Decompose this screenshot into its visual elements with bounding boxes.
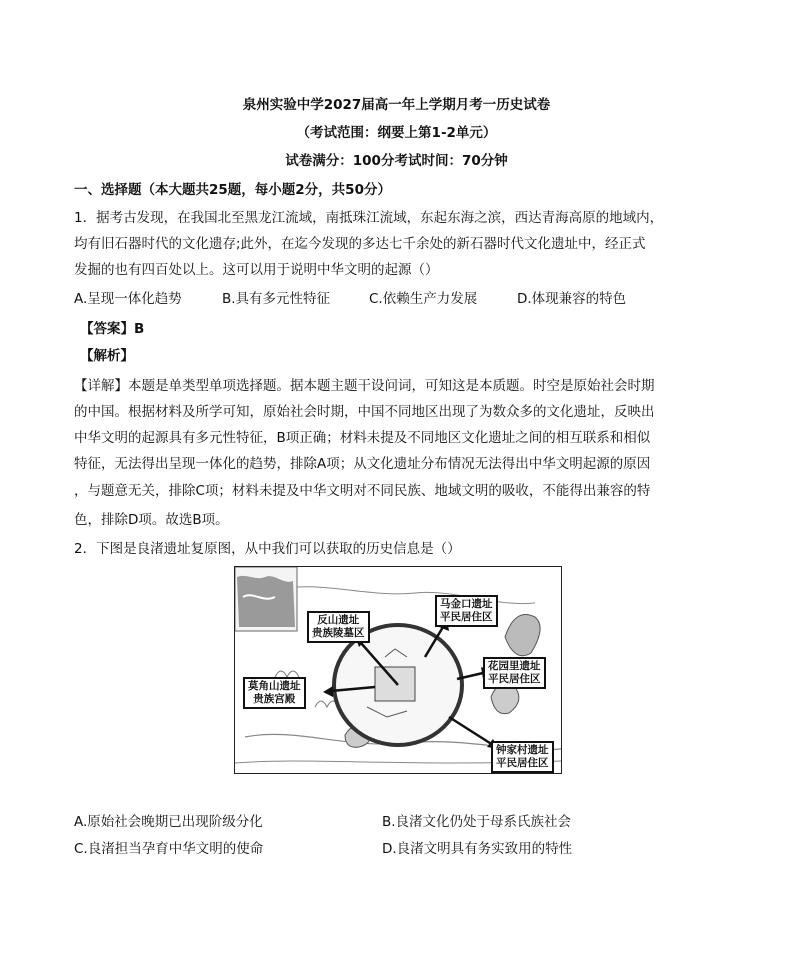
label-majinkou-name: 马金口遗址	[440, 598, 493, 610]
q1-option-b: B.具有多元性特征	[222, 291, 331, 307]
q1-detail-line-6: 色，排除D项。故选B项。	[74, 512, 229, 528]
exam-info: 试卷满分：100分考试时间：70分钟	[285, 153, 508, 169]
label-zhongjiacun-name: 钟家村遗址	[496, 744, 549, 756]
q1-detail-line-5: ，与题意无关，排除C项；材料未提及中华文明对不同民族、地域文明的吸收，不能得出兼容的特	[74, 483, 651, 499]
q1-detail-line-2: 的中国。根据材料及所学可知，原始社会时期，中国不同地区出现了为数众多的文化遗址，反映出	[74, 404, 655, 420]
label-huayuanli	[483, 657, 546, 689]
label-majinkou-type: 平民居住区	[440, 611, 493, 623]
label-mojiaoshan-type: 贵族宫殿	[253, 693, 296, 705]
q1-detail-line-4: 特征，无法得出呈现一体化的趋势，排除A项；从文化遗址分布情况无法得出中华文明起源的原因	[74, 456, 651, 472]
label-fanshan-type: 贵族陵墓区	[312, 627, 365, 639]
q1-analysis-label: 【解析】	[80, 348, 134, 364]
q1-option-a: A.呈现一体化趋势	[74, 291, 182, 307]
q2-option-d: D.良渚文明具有务实致用的特性	[382, 841, 573, 857]
q1-stem-line-3: 发掘的也有四百处以上。这可以用于说明中华文明的起源（）	[74, 262, 439, 278]
label-fanshan-name: 反山遗址	[317, 614, 360, 626]
q1-detail-line-1: 【详解】本题是单类型单项选择题。据本题主题干设问词，可知这是本质题。时空是原始社会时期	[74, 378, 655, 394]
liangzhu-site-map	[234, 566, 562, 774]
label-mojiaoshan-name: 莫角山遗址	[248, 680, 301, 692]
q1-answer: 【答案】B	[80, 321, 145, 337]
q2-option-c: C.良渚担当孕育中华文明的使命	[74, 841, 264, 857]
label-huayuanli-name: 花园里遗址	[488, 660, 541, 672]
q1-option-c: C.依赖生产力发展	[369, 291, 478, 307]
q1-stem-line-2: 均有旧石器时代的文化遗存;此外，在迄今发现的多达七千余处的新石器时代文化遗址中，经正式	[74, 236, 646, 252]
label-majinkou	[435, 595, 498, 627]
q1-detail-line-3: 中华文明的起源具有多元性特征，B项正确；材料未提及不同地区文化遗址之间的相互联系和相似	[74, 430, 651, 446]
q2-option-b: B.良渚文化仍处于母系氏族社会	[382, 814, 572, 830]
q2-option-a: A.原始社会晚期已出现阶级分化	[74, 814, 263, 830]
q2-stem: 2．下图是良渚遗址复原图，从中我们可以获取的历史信息是（）	[74, 541, 461, 557]
label-fanshan	[307, 611, 370, 643]
label-mojiaoshan	[243, 677, 306, 709]
section-heading: 一、选择题（本大题共25题，每小题2分，共50分）	[74, 182, 391, 198]
palace-platform	[375, 667, 415, 701]
inset-land	[237, 576, 295, 627]
q1-stem-line-1: 1．据考古发现，在我国北至黑龙江流域，南抵珠江流域，东起东海之滨，西达青海高原的地域内，	[74, 210, 664, 226]
q1-option-d: D.体现兼容的特色	[517, 291, 627, 307]
label-zhongjiacun	[491, 741, 554, 773]
page-title: 泉州实验中学2027届高一年上学期月考一历史试卷	[242, 97, 551, 113]
label-huayuanli-type: 平民居住区	[488, 673, 541, 685]
exam-scope: （考试范围：纲要上第1-2单元）	[296, 125, 497, 141]
label-zhongjiacun-type: 平民居住区	[496, 757, 549, 769]
